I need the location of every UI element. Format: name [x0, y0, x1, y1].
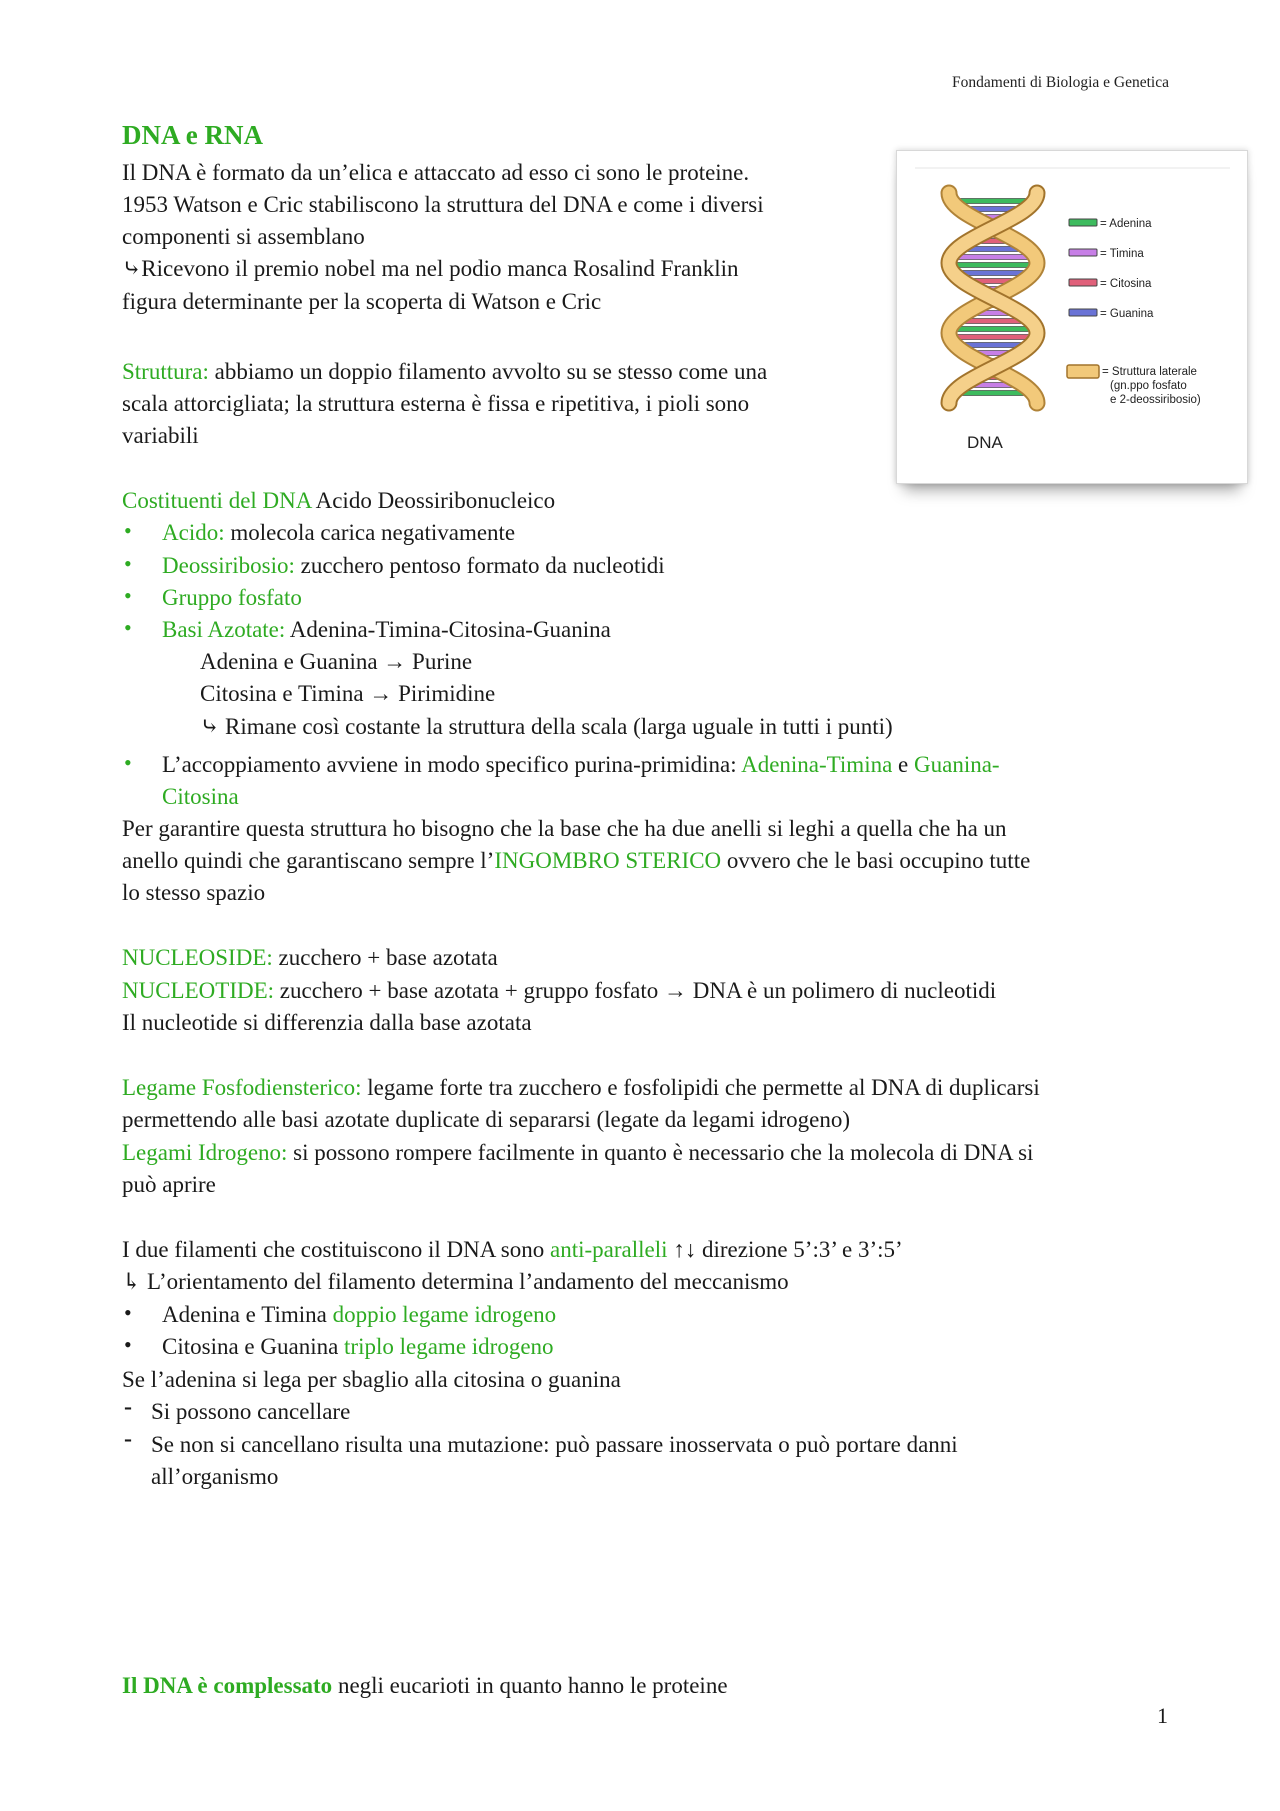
- dna-caption: DNA: [967, 433, 1003, 452]
- adenina-timina-line: Adenina e Timina doppio legame idrogeno: [162, 1302, 557, 1327]
- mutazione-line-2: all’organismo: [151, 1464, 279, 1489]
- costituenti-gruppo-fosfato: Gruppo fosfato: [162, 585, 302, 610]
- running-header: Fondamenti di Biologia e Genetica: [952, 74, 1169, 91]
- legend-label-adenina: = Adenina: [1100, 218, 1152, 230]
- legend-label-citosina: = Citosina: [1100, 278, 1152, 290]
- legami-idrogeno-line-2: può aprire: [122, 1172, 216, 1197]
- struttura-line-3: variabili: [122, 423, 199, 448]
- struttura-line-1: Struttura: abbiamo un doppio filamento avvolto su se stesso come una: [122, 359, 768, 384]
- legend-swatch-timina: [1069, 249, 1097, 256]
- nucleotide-line: NUCLEOTIDE: zucchero + base azotata + gruppo fosfato → DNA è un polimero di nucleotidi: [122, 978, 997, 1003]
- intro-line-1: Il DNA è formato da un’elica e attaccato ad esso ci sono le proteine.: [122, 160, 750, 185]
- mutazione-line-1: Se non si cancellano risulta una mutazione: può passare inosservata o può portare danni: [151, 1432, 958, 1457]
- bullet-icon: •: [124, 1332, 132, 1357]
- base-pair-rung: [950, 327, 1037, 332]
- intro-line-2: 1953 Watson e Cric stabiliscono la struttura del DNA e come i diversi: [122, 192, 764, 217]
- legend-label-struttura: = Struttura laterale: [1102, 366, 1197, 378]
- cancellare-line: Si possono cancellare: [151, 1399, 351, 1424]
- legend-label-timina: = Timina: [1100, 248, 1144, 260]
- struttura-line-2: scala attorcigliata; la struttura esterna è fissa e ripetitiva, i pioli sono: [122, 391, 750, 416]
- return-arrow-icon: ⤷: [200, 714, 220, 739]
- legame-fosfodiensterico-line-2: permettendo alle basi azotate duplicate di separarsi (legate da legami idrogeno): [122, 1107, 851, 1132]
- legami-idrogeno-line-1: Legami Idrogeno: si possono rompere facilmente in quanto è necessario che la molecola di DNA si: [122, 1140, 1034, 1165]
- filamenti-line-1: I due filamenti che costituiscono il DNA sono anti-paralleli ↑↓ direzione 5’:3’ e 3’:5’: [122, 1237, 903, 1262]
- legame-fosfodiensterico-line-1: Legame Fosfodiensterico: legame forte tra zucchero e fosfolipidi che permette al DNA di duplicarsi: [122, 1075, 1040, 1100]
- helix-strand-front-fill: [949, 193, 1037, 403]
- filamenti-line-2: ↳ L’orientamento del filamento determina l’andamento del meccanismo: [122, 1269, 789, 1294]
- bullet-icon: •: [124, 1300, 132, 1325]
- legend-label-struttura-2: (gn.ppo fosfato: [1110, 380, 1187, 392]
- dna-figure: [896, 150, 1248, 484]
- bullet-icon: •: [124, 750, 132, 775]
- sbaglio-line: Se l’adenina si lega per sbaglio alla citosina o guanina: [122, 1367, 621, 1392]
- accoppiamento-line-1: L’accoppiamento avviene in modo specifico purina-primidina: Adenina-Timina e Guanina-: [162, 752, 1000, 777]
- dna-diagram: [897, 151, 1247, 483]
- legend-label-struttura-3: e 2-deossiribosio): [1110, 394, 1201, 406]
- base-pair-rung: [949, 263, 1037, 268]
- return-arrow-icon: ↳: [122, 1269, 142, 1294]
- nucleoside-line: NUCLEOSIDE: zucchero + base azotata: [122, 945, 498, 970]
- base-pair-rung: [950, 335, 1037, 340]
- costituenti-deossiribosio: Deossiribosio: zucchero pentoso formato da nucleotidi: [162, 553, 665, 578]
- intro-line-4: ⤷Ricevono il premio nobel ma nel podio manca Rosalind Franklin: [122, 256, 739, 281]
- ingombro-line-2: anello quindi che garantiscano sempre l’INGOMBRO STERICO ovvero che le basi occupino tutte: [122, 848, 1031, 873]
- return-arrow-icon: ⤷: [122, 256, 142, 281]
- base-pair-rung: [951, 255, 1036, 260]
- ingombro-line-3: lo stesso spazio: [122, 880, 266, 905]
- accoppiamento-line-2: Citosina: [162, 784, 239, 809]
- complessato-line: Il DNA è complessato negli eucarioti in quanto hanno le proteine: [122, 1673, 728, 1698]
- intro-line-5: figura determinante per la scoperta di Watson e Cric: [122, 289, 602, 314]
- intro-line-3: componenti si assemblano: [122, 224, 365, 249]
- bullet-icon: •: [124, 615, 132, 640]
- citosina-guanina-line: Citosina e Guanina triplo legame idrogeno: [162, 1334, 554, 1359]
- ingombro-line-1: Per garantire questa struttura ho bisogno che la base che ha due anelli si leghi a quella che ha un: [122, 816, 1007, 841]
- bullet-icon: •: [124, 583, 132, 608]
- legend-swatch-citosina: [1069, 279, 1097, 286]
- dash-icon: -: [124, 1426, 132, 1452]
- legend-swatch-adenina: [1069, 219, 1097, 226]
- nucleotide-note: Il nucleotide si differenzia dalla base azotata: [122, 1010, 532, 1035]
- legend: [1067, 218, 1201, 406]
- legend-swatch-guanina: [1069, 309, 1097, 316]
- page-title: DNA e RNA: [122, 120, 263, 150]
- page-number: 1: [1157, 1703, 1168, 1728]
- costituenti-heading: Costituenti del DNA Acido Deossiribonucleico: [122, 488, 556, 513]
- scala-line: ⤷ Rimane così costante la struttura della scala (larga uguale in tutti i punti): [200, 714, 893, 739]
- legend-swatch-struttura: [1067, 365, 1099, 378]
- dash-icon: -: [124, 1394, 132, 1420]
- bullet-icon: •: [124, 518, 132, 543]
- bullet-icon: •: [124, 551, 132, 576]
- costituenti-basi-azotate: Basi Azotate: Adenina-Timina-Citosina-Guanina: [162, 617, 611, 642]
- struttura-label: Struttura:: [122, 359, 209, 384]
- pirimidine-line: Citosina e Timina → Pirimidine: [200, 681, 496, 706]
- purine-line: Adenina e Guanina → Purine: [200, 649, 473, 674]
- costituenti-acido: Acido: molecola carica negativamente: [162, 520, 516, 545]
- legend-label-guanina: = Guanina: [1100, 308, 1154, 320]
